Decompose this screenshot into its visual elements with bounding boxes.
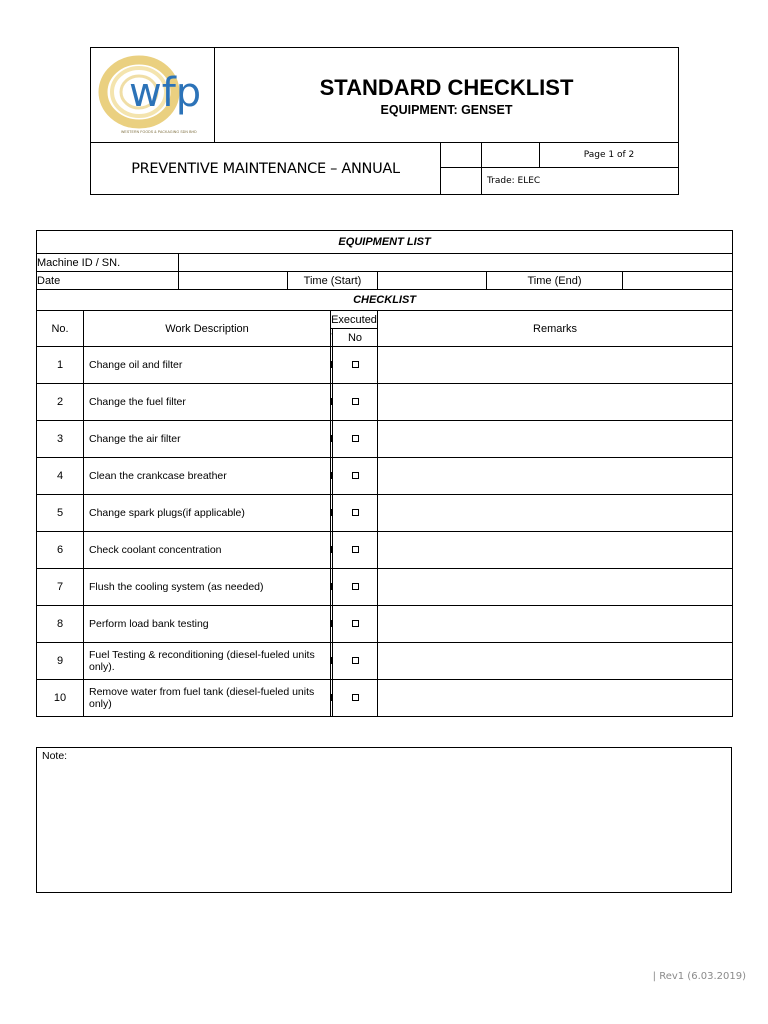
page-number: Page 1 of 2 xyxy=(540,143,678,168)
svg-text:wfp: wfp xyxy=(129,70,202,116)
no-checkbox-cell[interactable] xyxy=(333,532,378,569)
blank-cell xyxy=(441,168,482,194)
checklist-table xyxy=(36,230,733,717)
time-start-field[interactable] xyxy=(378,272,487,290)
item-number: 6 xyxy=(37,532,84,569)
item-number: 2 xyxy=(37,384,84,421)
remarks-field[interactable] xyxy=(378,532,733,569)
item-number: 5 xyxy=(37,495,84,532)
checklist-row xyxy=(37,569,733,606)
no-checkbox-cell[interactable] xyxy=(333,680,378,717)
no-checkbox[interactable] xyxy=(352,583,359,590)
date-field[interactable] xyxy=(179,272,288,290)
page-title: STANDARD CHECKLIST xyxy=(319,75,574,100)
item-description: Change spark plugs(if applicable) xyxy=(84,495,331,532)
company-logo xyxy=(91,48,215,143)
note-box[interactable] xyxy=(36,747,732,893)
remarks-field[interactable] xyxy=(378,606,733,643)
item-number: 7 xyxy=(37,569,84,606)
time-end-label: Time (End) xyxy=(487,272,623,290)
item-description: Change the fuel filter xyxy=(84,384,331,421)
time-start-label: Time (Start) xyxy=(288,272,378,290)
no-checkbox[interactable] xyxy=(352,398,359,405)
no-checkbox[interactable] xyxy=(352,657,359,664)
wfp-logo-icon xyxy=(97,54,209,132)
logo-caption: WESTERN FOODS & PACKAGING SDN BHD xyxy=(121,130,197,134)
no-checkbox-cell[interactable] xyxy=(333,384,378,421)
checklist-title: CHECKLIST xyxy=(37,290,733,311)
item-number: 8 xyxy=(37,606,84,643)
no-checkbox[interactable] xyxy=(352,694,359,701)
checklist-row xyxy=(37,458,733,495)
item-description: Flush the cooling system (as needed) xyxy=(84,569,331,606)
no-checkbox-cell[interactable] xyxy=(333,606,378,643)
time-end-field[interactable] xyxy=(623,272,733,290)
no-checkbox-cell[interactable] xyxy=(333,495,378,532)
item-description: Perform load bank testing xyxy=(84,606,331,643)
checklist-row xyxy=(37,347,733,384)
checklist-row xyxy=(37,384,733,421)
no-checkbox[interactable] xyxy=(352,361,359,368)
no-checkbox[interactable] xyxy=(352,546,359,553)
no-checkbox-cell[interactable] xyxy=(333,569,378,606)
revision-footer: | Rev1 (6.03.2019) xyxy=(652,971,746,982)
no-checkbox-cell[interactable] xyxy=(333,643,378,680)
col-header-work: Work Description xyxy=(84,311,331,347)
note-label: Note: xyxy=(42,750,68,762)
remarks-field[interactable] xyxy=(378,495,733,532)
item-number: 9 xyxy=(37,643,84,680)
title-area xyxy=(215,48,678,143)
item-description: Remove water from fuel tank (diesel-fueled units only) xyxy=(84,680,331,717)
no-checkbox[interactable] xyxy=(352,620,359,627)
checklist-row xyxy=(37,421,733,458)
remarks-field[interactable] xyxy=(378,421,733,458)
doc-info-grid xyxy=(441,143,678,194)
no-checkbox[interactable] xyxy=(352,472,359,479)
no-checkbox[interactable] xyxy=(352,435,359,442)
remarks-field[interactable] xyxy=(378,458,733,495)
maintenance-type: PREVENTIVE MAINTENANCE – ANNUAL xyxy=(91,143,441,194)
item-description: Check coolant concentration xyxy=(84,532,331,569)
remarks-field[interactable] xyxy=(378,384,733,421)
remarks-field[interactable] xyxy=(378,347,733,384)
item-number: 4 xyxy=(37,458,84,495)
document-header xyxy=(90,47,679,195)
machine-id-label: Machine ID / SN. xyxy=(37,254,179,272)
col-header-executed: Executed xyxy=(331,311,378,329)
checklist-row xyxy=(37,606,733,643)
no-checkbox[interactable] xyxy=(352,509,359,516)
blank-cell xyxy=(441,143,482,168)
item-description: Change the air filter xyxy=(84,421,331,458)
equipment-subtitle: EQUIPMENT: GENSET xyxy=(380,103,513,117)
blank-cell xyxy=(482,143,540,168)
item-description: Fuel Testing & reconditioning (diesel-fueled units only). xyxy=(84,643,331,680)
col-header-remarks: Remarks xyxy=(378,311,733,347)
remarks-field[interactable] xyxy=(378,680,733,717)
remarks-field[interactable] xyxy=(378,569,733,606)
col-header-no-option: No xyxy=(333,329,378,347)
machine-id-field[interactable] xyxy=(179,254,733,272)
item-number: 10 xyxy=(37,680,84,717)
checklist-row xyxy=(37,495,733,532)
no-checkbox-cell[interactable] xyxy=(333,347,378,384)
trade-label: Trade: ELEC xyxy=(487,176,541,186)
no-checkbox-cell[interactable] xyxy=(333,421,378,458)
item-description: Clean the crankcase breather xyxy=(84,458,331,495)
checklist-row xyxy=(37,643,733,680)
item-number: 1 xyxy=(37,347,84,384)
equipment-list-title: EQUIPMENT LIST xyxy=(37,231,733,254)
checklist-row xyxy=(37,532,733,569)
checklist-items xyxy=(37,347,733,717)
date-label: Date xyxy=(37,272,179,290)
col-header-no: No. xyxy=(37,311,84,347)
checklist-row xyxy=(37,680,733,717)
item-description: Change oil and filter xyxy=(84,347,331,384)
remarks-field[interactable] xyxy=(378,643,733,680)
item-number: 3 xyxy=(37,421,84,458)
no-checkbox-cell[interactable] xyxy=(333,458,378,495)
